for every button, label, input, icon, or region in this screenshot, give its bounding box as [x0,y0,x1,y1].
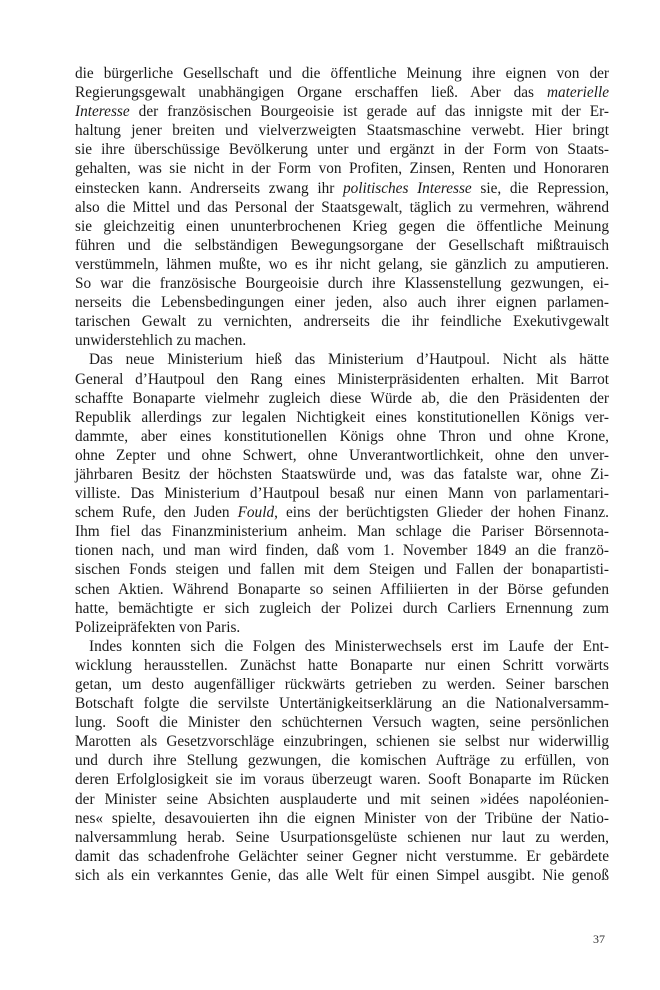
text-line [75,732,609,751]
text-line [75,618,609,637]
text-line [75,580,609,599]
text-line [75,427,609,446]
text-line [75,102,609,121]
text-segment: tarischen Gewalt zu vernichten, andrerseits die ihr feindliche Exekutivgewalt [75,313,609,331]
text-line [75,713,609,732]
italic-text: politisches Interesse [342,179,472,197]
text-line [75,255,609,274]
text-segment: jährbaren Besitz der höchsten Staatswürde und, was das fatalste war, ohne Zi- [75,465,609,483]
text-segment: getan, um desto augenfälliger rückwärts getrieben zu werden. Seiner barschen [75,676,609,693]
text-segment: General d’Hautpoul den Rang eines Ministerpräsidenten erhalten. Mit Barrot [75,370,609,388]
text-line [75,408,609,427]
text-segment: So war die französische Bourgeoisie durch ihre Klassenstellung gezwungen, ei- [75,275,609,293]
text-segment: verstümmeln, lähmen mußte, wo es ihr nicht gelang, sie gänzlich zu amputieren. [75,255,609,273]
text-line [75,484,609,503]
text-segment: Botschaft folgte die servilste Untertänigkeitserklärung an die Nationalversamm- [75,695,609,713]
text-line [75,790,609,809]
text-line [75,522,609,541]
text-segment: sie gleichzeitig einen ununterbrochenen Krieg gegen die öffentliche Meinung [75,217,609,235]
text-segment: Indes konnten sich die Folgen des Ministerwechsels erst im Laufe der Ent- [89,637,609,655]
text-line [75,274,609,293]
text-line [75,159,609,178]
text-segment: nalversammlung herab. Seine Usurpationsgelüste schienen nur laut zu werden, [75,828,609,846]
text-segment: damit das schadenfrohe Gelächter seiner Gegner nicht verstumme. Er gebärdete [75,847,609,865]
text-segment: der französischen Bourgeoisie ist gerade auf das innigste mit der Er- [129,103,609,121]
text-segment: wicklung herausstellen. Zunächst hatte Bonaparte nur einen Schritt vorwärts [75,656,609,674]
text-segment: Das neue Ministerium hieß das Ministerium d’Hautpoul. Nicht als hätte [89,351,609,369]
text-segment: unwiderstehlich zu machen. [75,332,247,350]
text-segment: nerseits die Lebensbedingungen einer jeden, also auch ihrer eignen parlamen- [75,294,609,312]
text-line [75,809,609,828]
text-segment: führen und die selbständigen Bewegungsorgane der Gesellschaft mißtrauisch [75,236,609,254]
text-segment: schem Rufe, den Juden [75,504,238,522]
text-line [75,389,609,408]
text-line [75,847,609,866]
text-line [75,637,609,656]
text-segment: schaffte Bonaparte vielmehr zugleich diese Würde ab, die den Präsidenten der [75,389,609,407]
text-segment: sie ihre überschüssige Bevölkerung unter und ergänzt in der Form von Staats- [75,141,609,159]
text-line [75,217,609,236]
text-segment: schen Aktien. Während Bonaparte so seinen Affiliierten in der Börse gefunden [75,580,609,598]
text-line [75,83,609,102]
text-segment: Marotten als Gesetzvorschläge einzubringen, schienen sie selbst nur widerwillig [75,733,609,751]
text-line [75,370,609,389]
text-line [75,179,609,198]
text-segment: tionen nach, und man wird finden, daß vom 1. November 1849 an die franzö- [75,542,609,560]
text-segment: haltung jener breiten und vielverzweigten Staatsmaschine verwebt. Hier bringt [75,122,609,140]
text-segment: sich als ein verkanntes Genie, das alle Welt für einen Simpel ausgibt. Nie genoß [75,866,609,884]
text-line [75,465,609,484]
text-segment: villiste. Das Ministerium d’Hautpoul besaß nur einen Mann von parlamentari- [75,485,609,503]
text-line [75,828,609,847]
text-line [75,140,609,159]
page-number: 37 [593,932,605,946]
text-segment: und durch ihre Stellung gezwungen, die komischen Aufträge zu erfüllen, von [75,752,609,770]
text-line [75,599,609,618]
text-segment: ohne Zepter und ohne Schwert, ohne Unverantwortlichkeit, ohne den unver- [75,446,609,464]
text-line [75,331,609,350]
text-line [75,64,609,83]
text-line [75,350,609,369]
text-line [75,198,609,217]
text-segment: die bürgerliche Gesellschaft und die öffentliche Meinung ihre eignen von der [75,65,609,82]
text-line [75,312,609,331]
text-line [75,751,609,770]
text-segment: deren Erfolglosigkeit sie im voraus überzeugt waren. Sooft Bonaparte im Rücken [75,771,609,789]
text-line [75,560,609,579]
text-segment: Polizeipräfekten von Paris. [75,618,241,636]
text-line [75,694,609,713]
italic-text: materielle [546,84,609,102]
text-segment: also die Mittel und das Personal der Staatsgewalt, täglich zu vermehren, während [75,198,609,216]
text-segment: nes« spielte, desavouierten ihn die eignen Minister von der Tribüne der Natio- [75,809,609,827]
text-line [75,866,609,885]
text-line [75,446,609,465]
text-segment: lung. Sooft die Minister den schüchternen Versuch wagten, seine persönlichen [75,714,609,732]
text-segment: hatte, bemächtigte er sich zugleich der Polizei durch Carliers Ernennung zum [75,599,609,617]
text-segment: sie, die Repression, [471,179,610,197]
italic-text: Fould [237,504,275,522]
text-segment: gehalten, was sie nicht in der Form von Profiten, Zinsen, Renten und Honoraren [75,160,609,178]
text-segment: dammte, aber eines konstitutionellen Königs ohne Thron und ohne Krone, [75,427,609,445]
text-line [75,675,609,694]
text-segment: Ihm fiel das Finanzministerium anheim. Man schlage die Pariser Börsennota- [75,523,609,541]
text-segment: , eins der berüchtigsten Glieder der hohen Finanz. [274,504,609,522]
text-segment: Regierungsgewalt unabhängigen Organe erschaffen ließ. Aber das [75,84,547,102]
text-segment: der Minister seine Absichten ausplauderte und mit seinen »idées napoléonien- [75,790,609,808]
text-line [75,121,609,140]
text-line [75,293,609,312]
text-segment: sischen Fonds steigen und fallen mit dem Steigen und Fallen der bonapartisti- [75,561,609,579]
text-line [75,656,609,675]
body-text [75,64,609,885]
italic-text: Interesse [75,103,130,121]
text-line [75,541,609,560]
text-line [75,503,609,522]
text-line [75,770,609,789]
text-segment: einstecken kann. Andrerseits zwang ihr [75,179,343,197]
text-line [75,236,609,255]
text-segment: Republik allerdings zur legalen Nichtigkeit eines konstitutionellen Königs ver- [75,408,609,426]
